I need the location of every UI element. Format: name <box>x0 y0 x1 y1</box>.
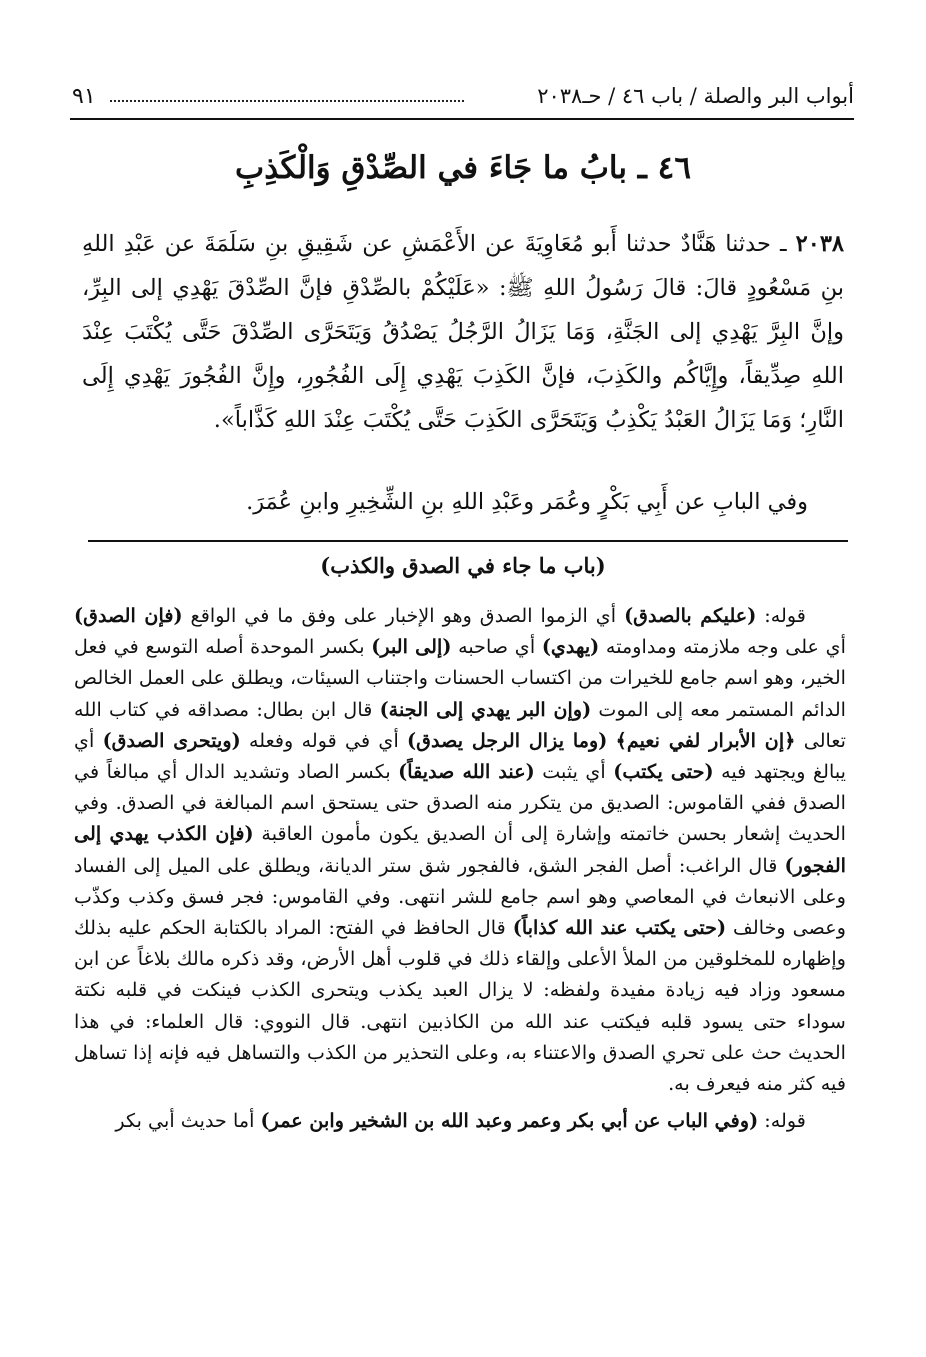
commentary-text: قال الحافظ في الفتح: المراد بالكتابة الحكم عليه بذلك وإظهاره للمخلوقين من الملأ الأعلى وإلقاء ذلك في قلوب أهل الأرض، وقد ذكره مالك بلاغاً عن ابن مسعود وزاد فيه زيادة مفيدة ولفظه: لا يزال العبد يكذب ويتحرى الكذب فينكت في قلبه نكتة سوداء حتى يسود قلبه فيكتب عند الله من الكاذبين انتهى. قال النووي: قال العلماء: في هذا الحديث حث على تحري الصدق والاعتناء به، وعلى التحذير من الكذب والتساهل فيه فإنه إذا تساهل فيه كثر منه فيعرف به. <box>74 916 846 1096</box>
bab-note: وفي البابِ عن أَبِي بَكْرٍ وعُمَر وعَبْدِ اللهِ بنِ الشِّخِيرِ وابنِ عُمَرَ. <box>246 489 808 515</box>
commentary-text: أي في قوله وفعله <box>240 728 408 752</box>
quoted-phrase: (وما يزال الرجل يصدق) <box>407 728 608 752</box>
commentary-paragraph-1 <box>74 600 846 1099</box>
commentary-text: قوله: <box>758 1109 806 1133</box>
commentary-text: بكسر الموحدة أصله التوسع في فعل الخير، وهو اسم جامع للخيرات من اكتساب الحسنات واجتناب السيئات، ويطلق على العمل الخالص الدائم المستمر معه إلى الموت <box>74 635 847 721</box>
quoted-phrase: (عند الله صديقاً) <box>398 760 535 784</box>
commentary-text: أي الزموا الصدق وهو الإخبار على وفق ما في الواقع <box>182 604 625 627</box>
quoted-phrase: (ويتحرى الصدق) <box>102 728 241 752</box>
page-number: ٩١ <box>72 84 96 109</box>
quoted-phrase: (حتى يكتب عند الله كذاباً) <box>512 916 727 940</box>
quoted-phrase: (وإن البر يهدي إلى الجنة) <box>379 697 592 721</box>
commentary-text: قوله: <box>756 604 806 627</box>
hadith-number: ٢٠٣٨ <box>795 231 844 257</box>
commentary-text: قال الراغب: أصل الفجر الشق، فالفجور شق ستر الديانة، ويطلق على الميل إلى الفساد وعلى الانبعاث في المعاصي وهو اسم جامع للشر انتهى. وفي القاموس: فجر فسق وكذب وكذّب وعصى وخالف <box>74 853 846 940</box>
quoted-phrase: (عليكم بالصدق) <box>624 604 757 627</box>
quoted-phrase: (فإن الكذب يهدي إلى الفجور) <box>74 822 846 877</box>
header-dot-leader <box>110 100 464 102</box>
commentary-text: أما حديث أبي بكر <box>115 1109 261 1133</box>
commentary-text: بكسر الصاد وتشديد الدال أي مبالغاً في الصدق ففي القاموس: الصديق من يتكرر منه الصدق حتى يستحق اسم المبالغة في الصدق. وفي الحديث إشعار بحسن خاتمته وإشارة إلى أن الصديق يكون مأمون العاقبة <box>74 760 846 846</box>
hadith-text: ـ حدثنا هَنَّادٌ حدثنا أَبو مُعَاوِيَةَ عن الأَعْمَشِ عن شَقِيقِ بنِ سَلَمَةَ عن عَبْدِ اللهِ بنِ مَسْعُودٍ قالَ: قالَ رَسُولُ اللهِ ﷺ: «عَلَيْكُمْ بالصِّدْقِ فإنَّ الصِّدْقَ يَهْدِي إلى البِرِّ، وإنَّ البِرَّ يَهْدِي إلى الجَنَّةِ، وَمَا يَزَالُ الرَّجُلُ يَصْدُقُ وَيَتَحَرَّى الصِّدْقَ حَتَّى يُكْتَبَ عِنْدَ اللهِ صِدِّيقاً، وإِيَّاكُم والكَذِبَ، فإنَّ الكَذِبَ يَهْدِي إِلَى الفُجُورِ، وإِنَّ الفُجُورَ يَهْدِي إِلَى النَّارِ؛ وَمَا يَزَالُ العَبْدُ يَكْذِبُ وَيَتَحَرَّى الكَذِبَ حَتَّى يُكْتَبَ عِنْدَ اللهِ كَذَّاباً». <box>82 231 844 433</box>
commentary-block <box>74 600 846 1136</box>
commentary-paragraph-2 <box>74 1105 846 1136</box>
commentary-text: أي يبالغ ويجتهد فيه <box>74 728 846 784</box>
running-header <box>70 78 854 120</box>
commentary-title: (باب ما جاء في الصدق والكذب) <box>320 553 606 578</box>
running-title: أبواب البر والصلة / باب ٤٦ / حـ٢٠٣٨ <box>537 84 854 108</box>
commentary-text: أي صاحبه <box>451 635 542 659</box>
commentary-text: قال ابن بطال: مصداقه في كتاب الله تعالى <box>74 697 846 752</box>
commentary-text <box>607 729 615 752</box>
chapter-title: ٤٦ ـ بابُ ما جَاءَ في الصِّدْقِ وَالْكَذِبِ <box>235 150 691 186</box>
quoted-phrase: (فإن الصدق) <box>74 604 183 627</box>
quoted-phrase: (وفي الباب عن أبي بكر وعمر وعبد الله بن الشخير وابن عمر) <box>260 1109 759 1133</box>
commentary-text: أي يثبت <box>534 760 614 784</box>
quoted-phrase: ﴿إن الأبرار لفي نعيم﴾ <box>615 728 796 752</box>
quoted-phrase: (حتى يكتب) <box>613 760 714 784</box>
quoted-phrase: (يهدي) <box>541 635 600 659</box>
quoted-phrase: (إلى البر) <box>371 635 452 659</box>
commentary-text: أي على وجه ملازمته ومداومته <box>599 635 846 659</box>
hadith-block <box>82 222 844 442</box>
separator-line <box>88 540 848 542</box>
